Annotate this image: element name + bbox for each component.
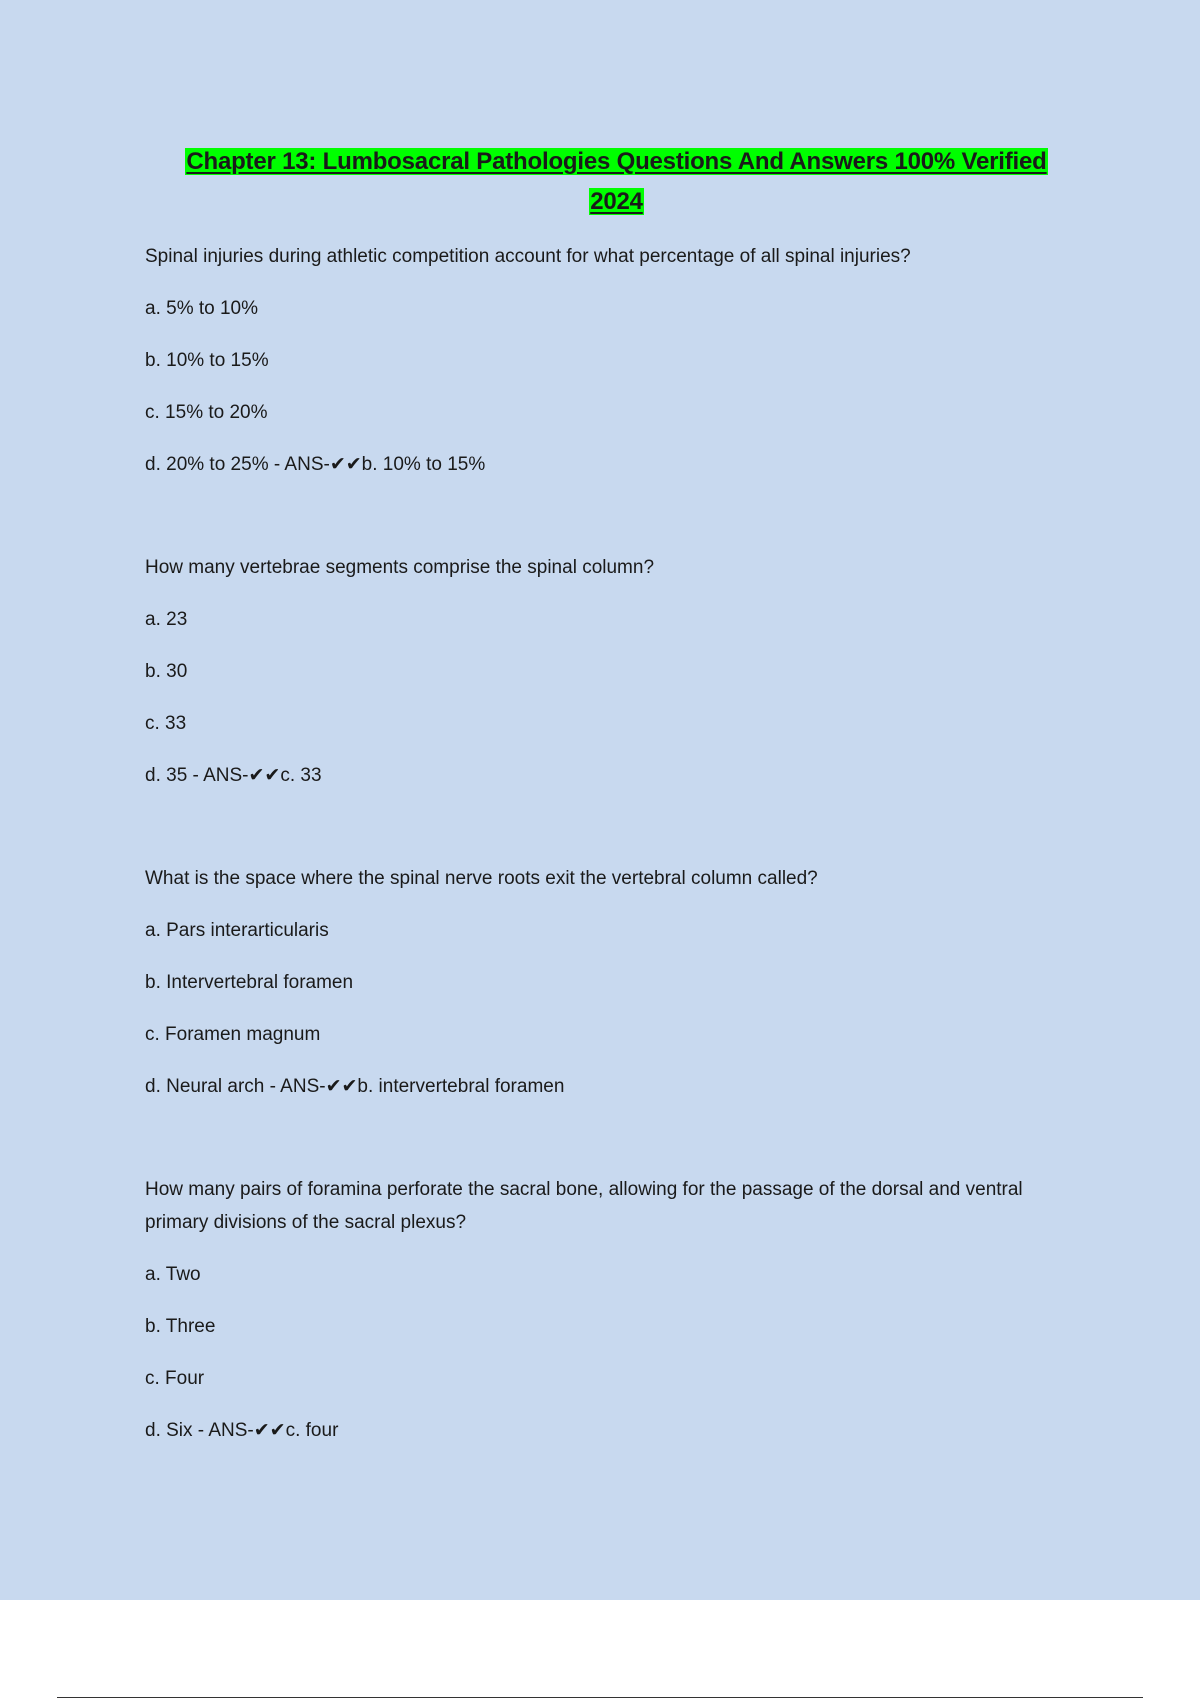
answer-option: b. Intervertebral foramen bbox=[145, 972, 354, 993]
question-text: How many pairs of foramina perforate the sacral bone, allowing for the passage of the dorsal and ventral primary divisions of the sacral plexus? bbox=[145, 1179, 1023, 1233]
question-block bbox=[145, 862, 1045, 1103]
question-block bbox=[145, 551, 1045, 792]
answer-option: c. 33 bbox=[145, 713, 187, 734]
answer-option-with-key bbox=[145, 759, 1045, 792]
page-title bbox=[120, 142, 1113, 222]
question-text: What is the space where the spinal nerve roots exit the vertebral column called? bbox=[145, 868, 818, 889]
question-block bbox=[145, 240, 1045, 481]
title-line-2: 2024 bbox=[590, 188, 643, 215]
questions-list bbox=[145, 240, 1045, 1517]
answer-option-label: d. Six - ANS- bbox=[145, 1420, 254, 1441]
answer-option: a. 23 bbox=[145, 609, 188, 630]
checkmark-icon: ✔✔ bbox=[253, 1419, 286, 1441]
title-line-1: Chapter 13: Lumbosacral Pathologies Questions And Answers 100% Verified bbox=[186, 148, 1047, 175]
answer-option: c. 15% to 20% bbox=[145, 402, 268, 423]
answer-option-with-key bbox=[145, 448, 1045, 481]
correct-answer: b. intervertebral foramen bbox=[357, 1076, 565, 1097]
answer-option: c. Four bbox=[145, 1368, 205, 1389]
checkmark-icon: ✔✔ bbox=[325, 1075, 358, 1097]
footer-divider bbox=[57, 1697, 1143, 1698]
correct-answer: c. four bbox=[285, 1420, 339, 1441]
checkmark-icon: ✔✔ bbox=[329, 453, 362, 475]
answer-option-with-key bbox=[145, 1070, 1045, 1103]
answer-option-with-key bbox=[145, 1414, 1045, 1447]
answer-option-label: d. Neural arch - ANS- bbox=[145, 1076, 326, 1097]
answer-option: c. Foramen magnum bbox=[145, 1024, 321, 1045]
correct-answer: c. 33 bbox=[280, 765, 322, 786]
correct-answer: b. 10% to 15% bbox=[361, 454, 486, 475]
answer-option-label: d. 35 - ANS- bbox=[145, 765, 249, 786]
answer-option: b. 10% to 15% bbox=[145, 350, 269, 371]
question-block bbox=[145, 1173, 1045, 1447]
answer-option: b. 30 bbox=[145, 661, 188, 682]
checkmark-icon: ✔✔ bbox=[248, 764, 281, 786]
answer-option: a. Two bbox=[145, 1264, 201, 1285]
question-text: How many vertebrae segments comprise the spinal column? bbox=[145, 557, 655, 578]
answer-option: b. Three bbox=[145, 1316, 216, 1337]
question-text: Spinal injuries during athletic competition account for what percentage of all spinal injuries? bbox=[145, 246, 911, 267]
answer-option: a. 5% to 10% bbox=[145, 298, 259, 319]
answer-option: a. Pars interarticularis bbox=[145, 920, 329, 941]
answer-option-label: d. 20% to 25% - ANS- bbox=[145, 454, 330, 475]
